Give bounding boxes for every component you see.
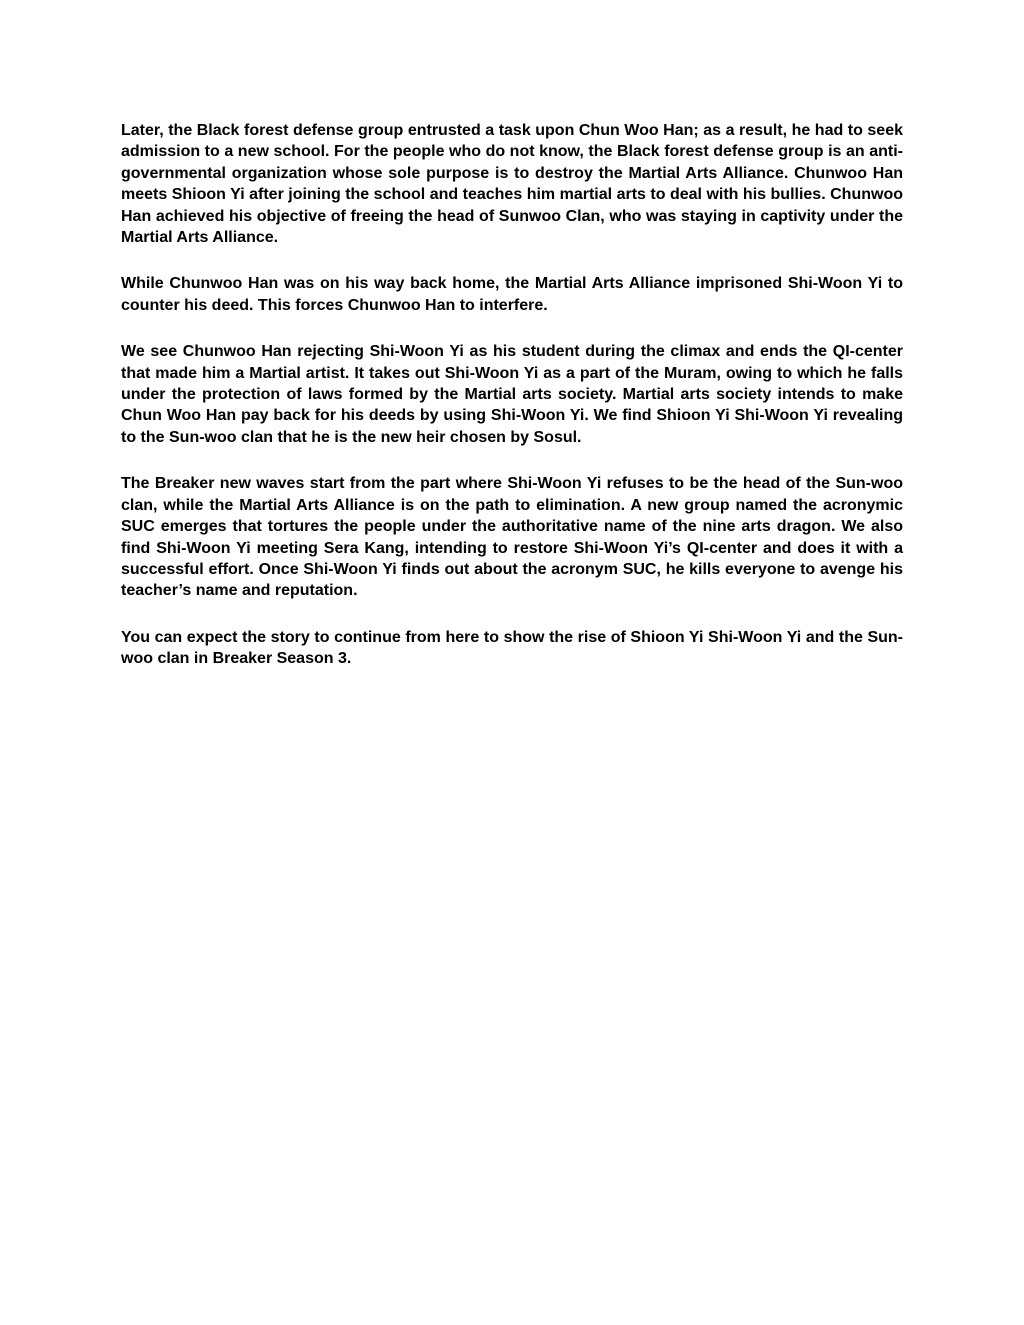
paragraph-1: Later, the Black forest defense group entrusted a task upon Chun Woo Han; as a result, he had to seek admission to a new school. For the people who do not know, the Black forest defense group is an anti-governmental organization whose sole purpose is to destroy the Martial Arts Alliance. Chunwoo Han meets Shioon Yi after joining the school and teaches him martial arts to deal with his bullies. Chunwoo Han achieved his objective of freeing the head of Sunwoo Clan, who was staying in captivity under the Martial Arts Alliance. [121, 122, 903, 247]
paragraph-5: You can expect the story to continue from here to show the rise of Shioon Yi Shi-Woon Yi and the Sun-woo clan in Breaker Season 3. [121, 628, 903, 668]
paragraph-3: We see Chunwoo Han rejecting Shi-Woon Yi as his student during the climax and ends the QI-center that made him a Martial artist. It takes out Shi-Woon Yi as a part of the Muram, owing to which he falls under the protection of laws formed by the Martial arts society. Martial arts society intends to make Chun Woo Han pay back for his deeds by using Shi-Woon Yi. We find Shioon Yi Shi-Woon Yi revealing to the Sun-woo clan that he is the new heir chosen by Sosul. [121, 343, 903, 446]
paragraph-4: The Breaker new waves start from the part where Shi-Woon Yi refuses to be the head of the Sun-woo clan, while the Martial Arts Alliance is on the path to elimination. A new group named the acronymic SUC emerges that tortures the people under the authoritative name of the nine arts dragon. We also find Shi-Woon Yi meeting Sera Kang, intending to restore Shi-Woon Yi’s QI-center and does it with a successful effort. Once Shi-Woon Yi finds out about the acronym SUC, he kills everyone to avenge his teacher’s name and reputation. [121, 475, 903, 600]
document-body [121, 120, 903, 695]
paragraph-2: While Chunwoo Han was on his way back home, the Martial Arts Alliance imprisoned Shi-Woon Yi to counter his deed. This forces Chunwoo Han to interfere. [121, 275, 903, 314]
